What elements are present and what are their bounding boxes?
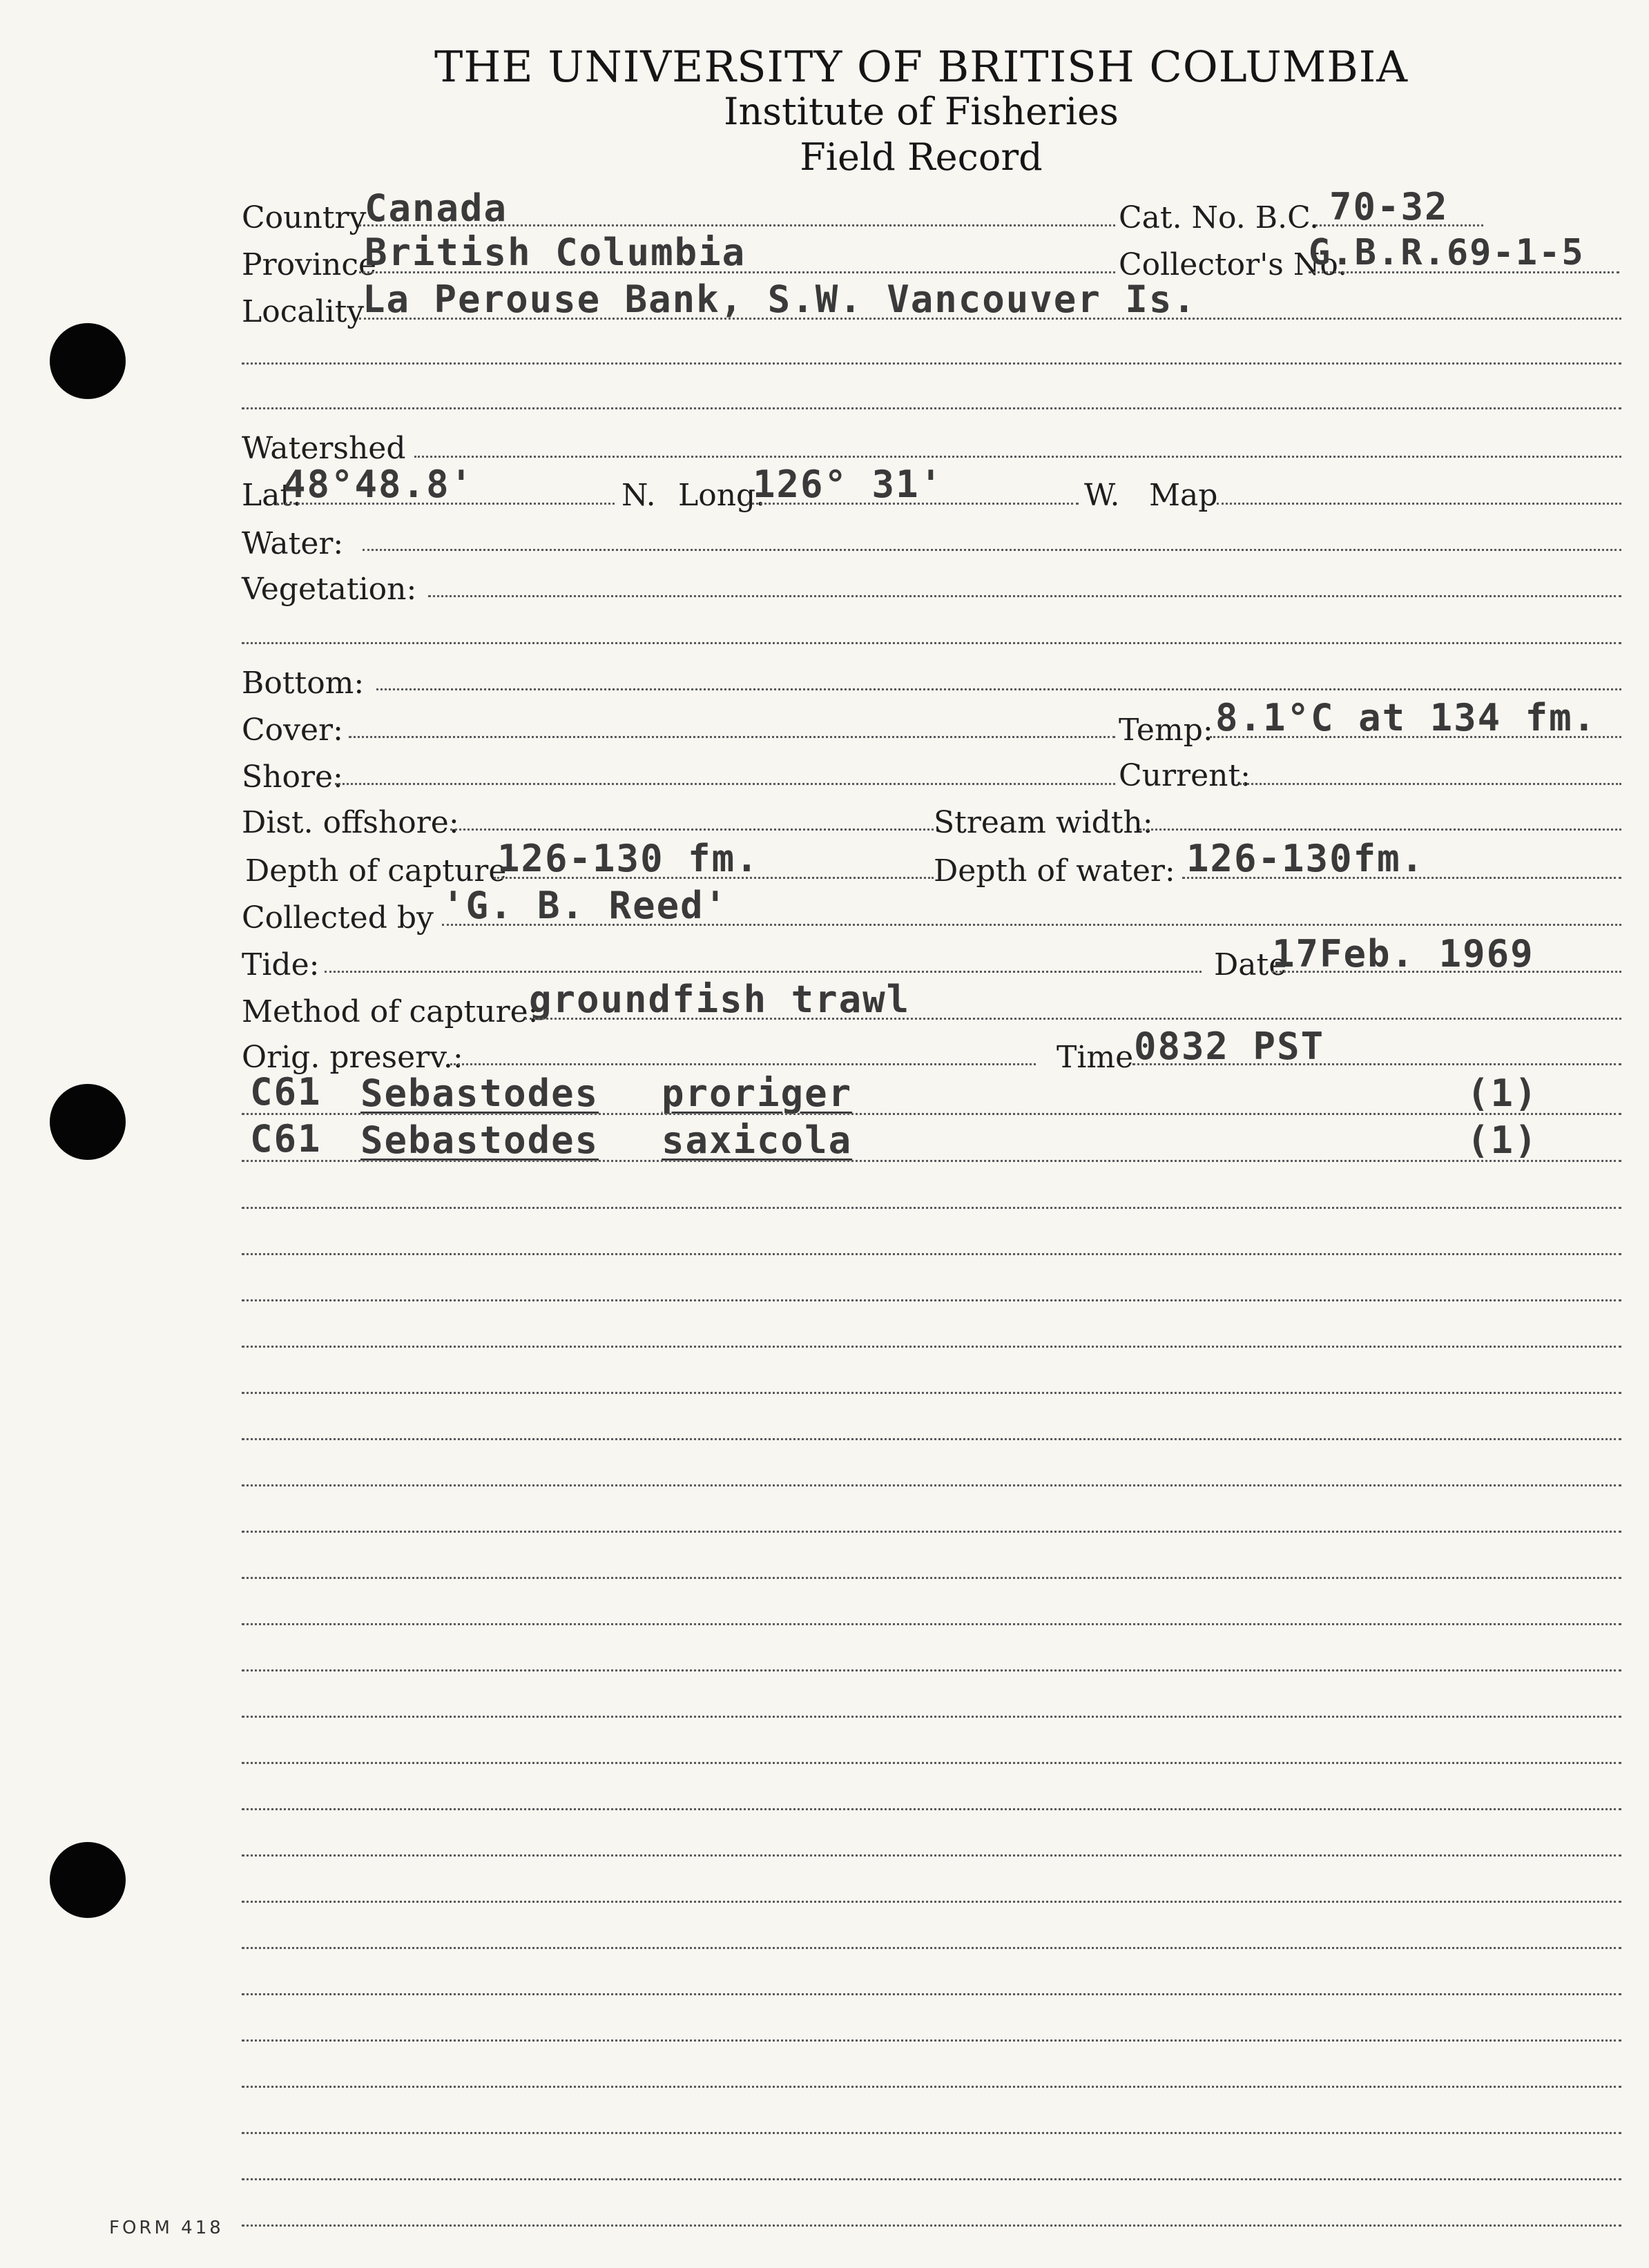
long-line xyxy=(747,503,1079,505)
depth-water-value: 126-130fm. xyxy=(1186,837,1425,880)
cover-label: Cover: xyxy=(242,713,343,748)
tide-line xyxy=(325,971,1202,973)
depth-capture-value: 126-130 fm. xyxy=(497,837,760,880)
vegetation-line xyxy=(428,595,1621,597)
cat-no-line xyxy=(1315,224,1483,226)
university-title: THE UNIVERSITY OF BRITISH COLUMBIA xyxy=(434,41,1409,92)
bottom-line xyxy=(376,688,1621,690)
blank-line xyxy=(242,1947,1621,1949)
water-label: Water: xyxy=(242,526,344,561)
depth-water-line xyxy=(1182,877,1621,879)
watershed-label: Watershed xyxy=(242,431,406,466)
blank-line xyxy=(242,362,1621,365)
date-line xyxy=(1272,971,1621,973)
blank-line xyxy=(242,1762,1621,1764)
province-line xyxy=(359,271,1115,273)
lat-value: 48°48.8' xyxy=(283,463,474,506)
blank-line xyxy=(242,1299,1621,1301)
collector-no-label: Collector's No. xyxy=(1119,247,1348,282)
depth-water-label: Depth of water: xyxy=(934,853,1175,889)
specimen-species: proriger xyxy=(662,1072,853,1115)
method-value: groundfish trawl xyxy=(529,978,911,1021)
cat-no-value: 70-32 xyxy=(1329,185,1449,229)
country-label: Country xyxy=(242,200,367,235)
method-line xyxy=(525,1018,1621,1020)
orig-preserv-label: Orig. preserv.: xyxy=(242,1040,463,1075)
dist-offshore-label: Dist. offshore: xyxy=(242,805,459,840)
temp-value: 8.1°C at 134 fm. xyxy=(1215,696,1597,739)
current-label: Current: xyxy=(1119,758,1251,793)
blank-line xyxy=(242,1623,1621,1625)
n-label: N. xyxy=(621,478,656,513)
orig-preserv-line xyxy=(450,1063,1036,1065)
locality-label: Locality xyxy=(242,294,365,329)
current-line xyxy=(1240,783,1621,785)
blank-line xyxy=(242,1854,1621,1857)
collected-by-line xyxy=(442,924,1621,926)
form-number: FORM 418 xyxy=(109,2218,224,2238)
w-label: W. xyxy=(1084,478,1120,513)
blank-line xyxy=(242,1346,1621,1348)
time-line xyxy=(1132,1063,1621,1065)
blank-line xyxy=(242,1993,1621,1995)
province-value: British Columbia xyxy=(365,231,746,274)
specimen-count: (1) xyxy=(1467,1118,1539,1162)
blank-line xyxy=(242,1808,1621,1810)
specimen-genus: Sebastodes xyxy=(360,1072,599,1115)
binder-hole-bottom xyxy=(50,1842,126,1918)
blank-line xyxy=(242,1253,1621,1255)
specimen-line xyxy=(242,1160,1621,1162)
specimen-line xyxy=(242,1113,1621,1115)
shore-label: Shore: xyxy=(242,759,343,795)
specimen-species: saxicola xyxy=(662,1118,853,1162)
locality-value: La Perouse Bank, S.W. Vancouver Is. xyxy=(363,278,1197,321)
stream-width-label: Stream width: xyxy=(934,805,1153,840)
map-label: Map xyxy=(1149,478,1218,513)
blank-line xyxy=(242,2178,1621,2180)
collector-no-line xyxy=(1309,271,1619,273)
lat-label: Lat. xyxy=(242,478,302,513)
water-line xyxy=(363,549,1621,551)
date-label: Date xyxy=(1214,947,1287,982)
form-title: Field Record xyxy=(800,135,1043,179)
institute-title: Institute of Fisheries xyxy=(724,90,1119,133)
shore-line xyxy=(335,783,1115,785)
blank-line xyxy=(242,2086,1621,2088)
blank-line xyxy=(242,1669,1621,1671)
watershed-line xyxy=(414,456,1621,458)
depth-capture-line xyxy=(494,877,934,879)
tide-label: Tide: xyxy=(242,947,320,982)
cat-no-label: Cat. No. B.C. xyxy=(1119,200,1320,235)
blank-line xyxy=(242,1484,1621,1486)
temp-label: Temp: xyxy=(1119,713,1213,748)
time-value: 0832 PST xyxy=(1134,1025,1325,1068)
time-label: Time xyxy=(1057,1040,1134,1075)
blank-line xyxy=(242,1392,1621,1394)
specimen-genus: Sebastodes xyxy=(360,1118,599,1162)
blank-line xyxy=(242,407,1621,409)
blank-line xyxy=(242,1716,1621,1718)
bottom-label: Bottom: xyxy=(242,666,365,701)
country-value: Canada xyxy=(365,186,508,230)
blank-line xyxy=(242,1577,1621,1579)
specimen-code: C61 xyxy=(250,1117,322,1161)
blank-line xyxy=(242,1438,1621,1440)
specimen-count: (1) xyxy=(1467,1072,1539,1115)
blank-line xyxy=(242,1901,1621,1903)
collector-no-value: G.B.R.69-1-5 xyxy=(1309,232,1585,273)
long-value: 126° 31' xyxy=(753,463,944,506)
blank-line xyxy=(242,2225,1621,2227)
binder-hole-middle xyxy=(50,1084,126,1160)
temp-line xyxy=(1210,736,1621,738)
long-label: Long. xyxy=(678,478,766,513)
collected-by-value: 'G. B. Reed' xyxy=(442,884,729,927)
method-label: Method of capture: xyxy=(242,994,539,1029)
date-value: 17Feb. 1969 xyxy=(1272,932,1534,976)
stream-width-line xyxy=(1139,828,1621,831)
dist-offshore-line xyxy=(450,828,934,831)
blank-line xyxy=(242,642,1621,644)
collected-by-label: Collected by xyxy=(242,900,434,936)
lat-line xyxy=(276,503,615,505)
depth-capture-label: Depth of capture xyxy=(245,853,507,889)
binder-hole-top xyxy=(50,323,126,399)
map-line xyxy=(1217,503,1621,505)
blank-line xyxy=(242,1531,1621,1533)
specimen-code: C61 xyxy=(250,1070,322,1114)
blank-line xyxy=(242,2039,1621,2042)
locality-line xyxy=(359,318,1621,320)
cover-line xyxy=(349,736,1115,738)
country-line xyxy=(359,224,1115,226)
province-label: Province xyxy=(242,247,377,282)
blank-line xyxy=(242,1207,1621,1209)
vegetation-label: Vegetation: xyxy=(242,572,417,607)
blank-line xyxy=(242,2132,1621,2134)
